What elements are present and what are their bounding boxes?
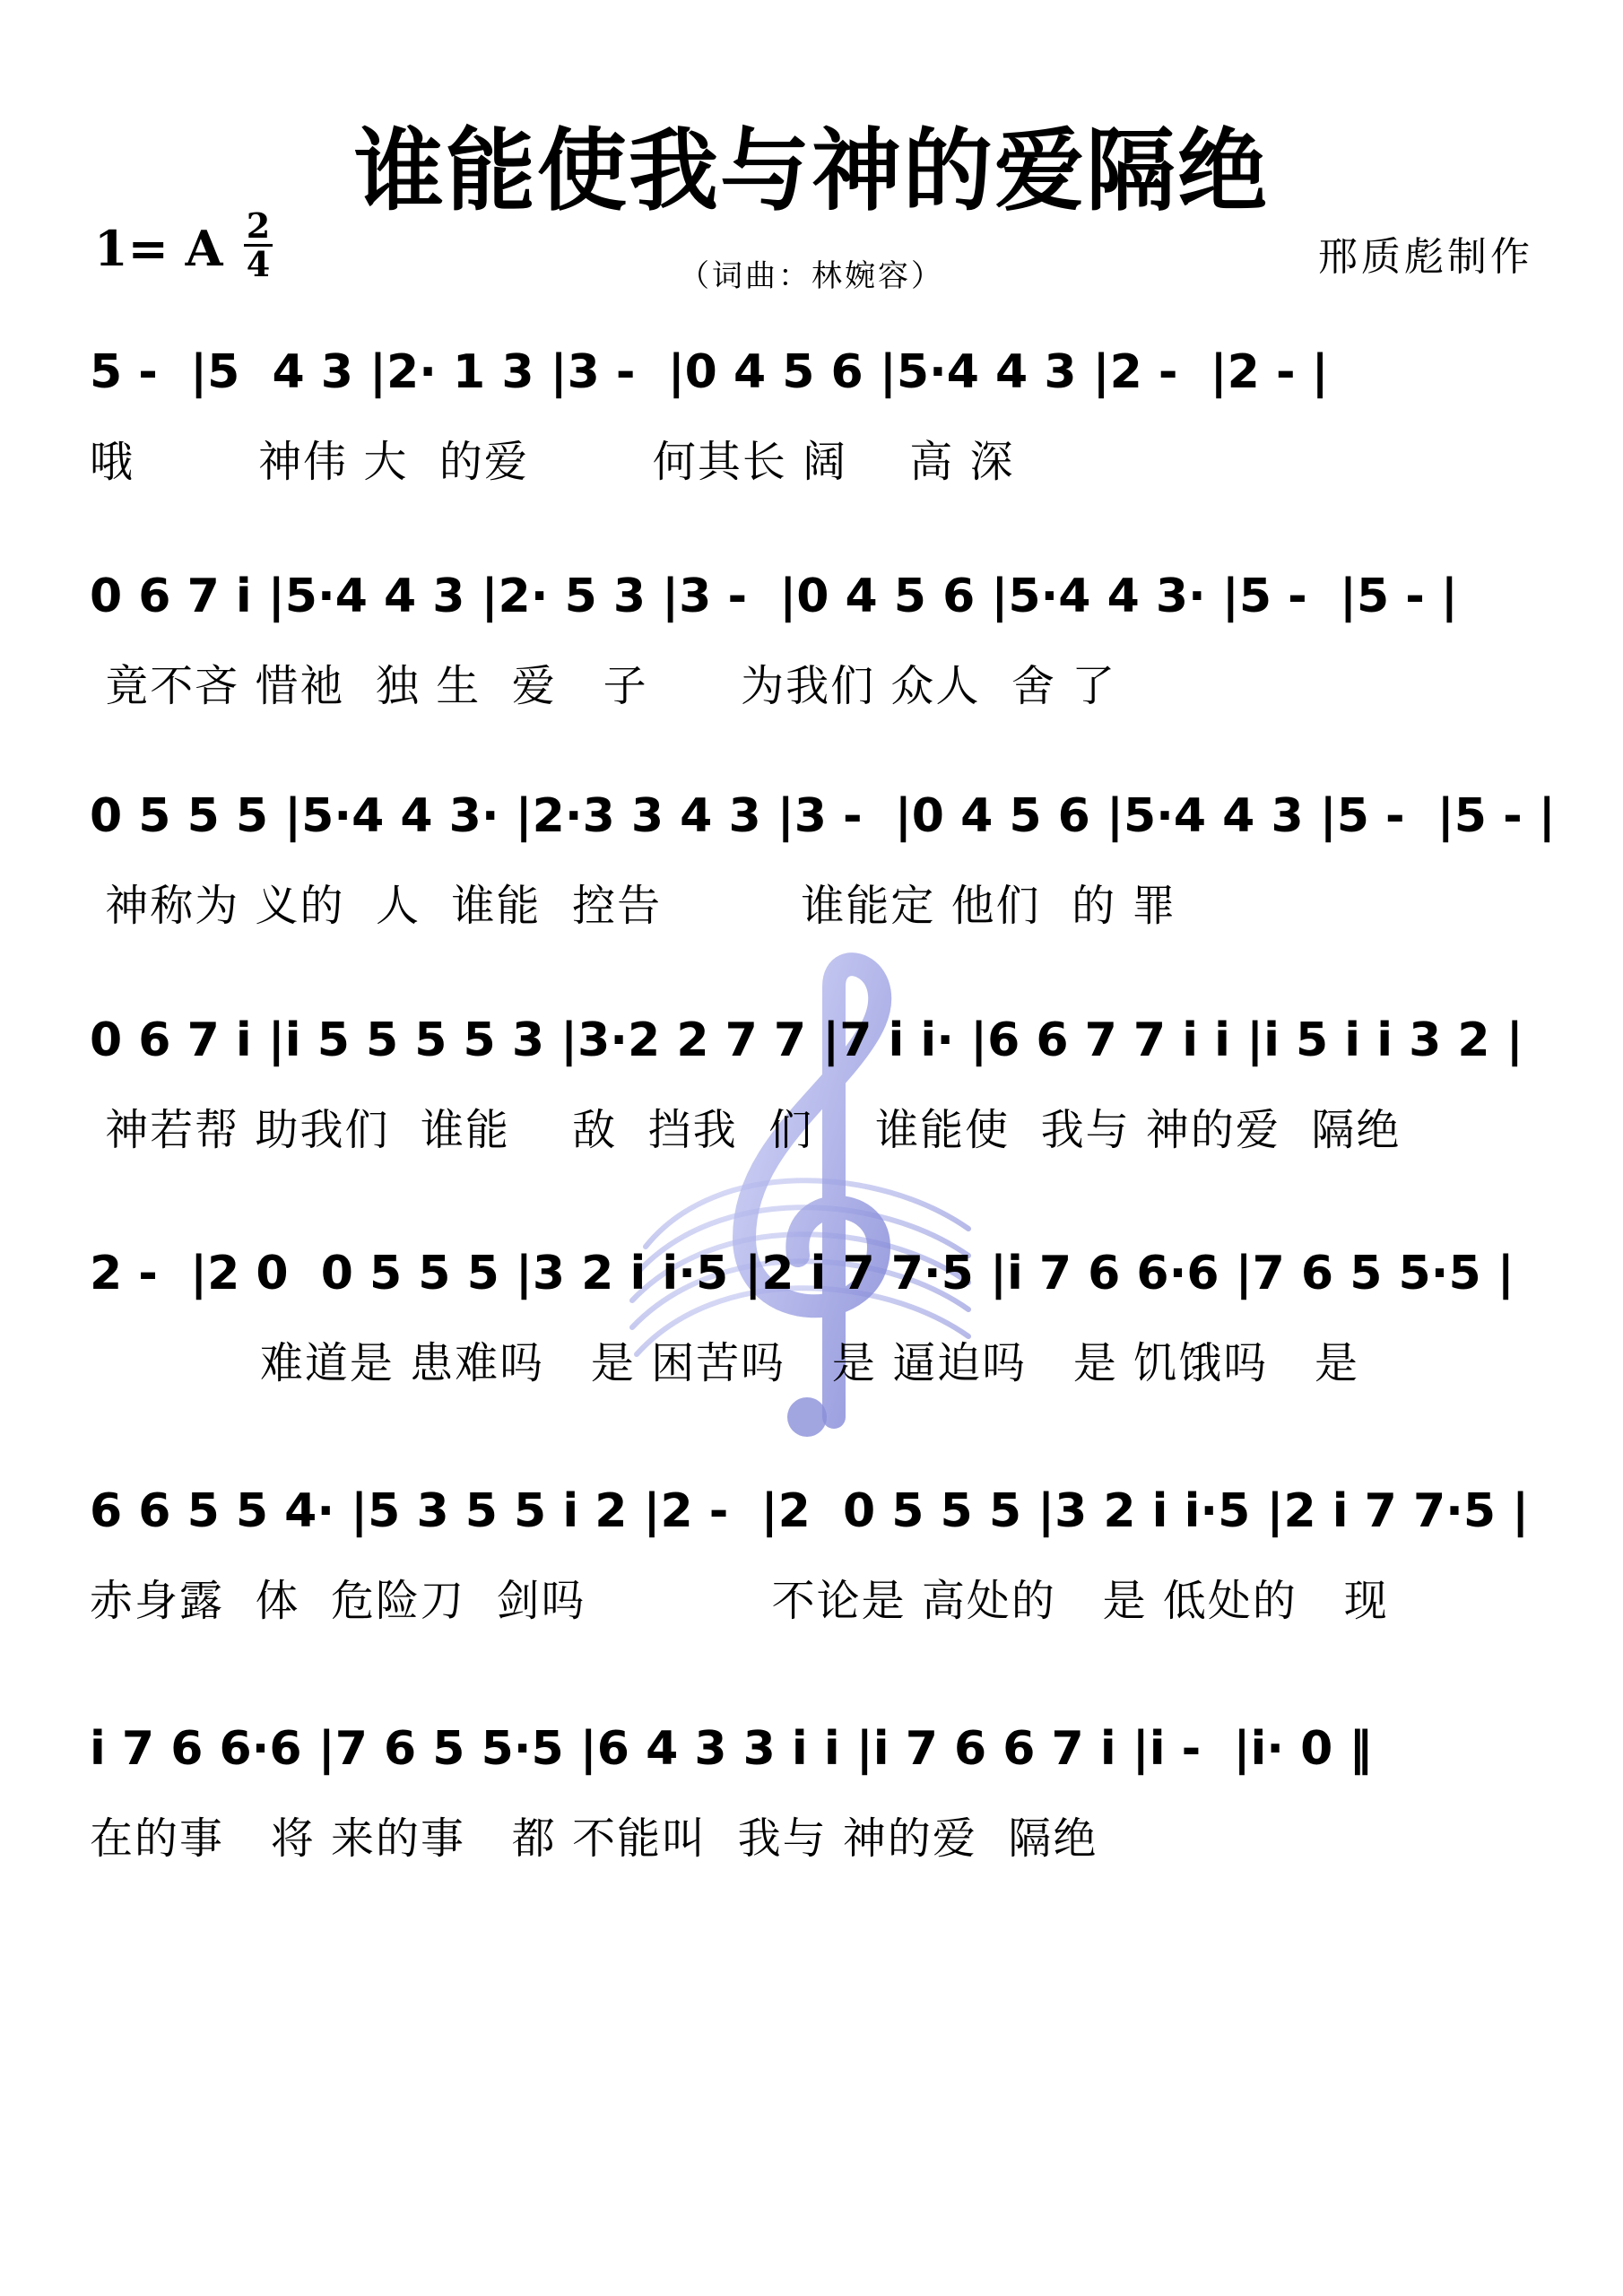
lyric-line: 赤身露 体 危险刀 剑吗 不论是 高处的 是 低处的 现 — [90, 1576, 1389, 1626]
notation-line: 0 6 7 i |i 5 5 5 5 3 |3·2 2 7 7 |7 i i· |6 6 7 7 i i |i 5 i i 3 2 | — [90, 1013, 1523, 1067]
lyric-credit: （词曲：林婉容） — [679, 258, 944, 294]
notation-line: 0 5 5 5 |5·4 4 3· |2·3 3 4 3 |3 - |0 4 5 6 |5·4 4 3 |5 - |5 - | — [90, 789, 1556, 843]
notation-line: 5 - |5 4 3 |2· 1 3 |3 - |0 4 5 6 |5·4 4 3 |2 - |2 - | — [90, 345, 1329, 399]
lyric-line: 在的事 将 来的事 都 不能叫 我与 神的爱 隔绝 — [90, 1813, 1098, 1864]
notation-line: 2 - |2 0 0 5 5 5 |3 2 i i·5 |2 i 7 7·5 |i 7 6 6·6 |7 6 5 5·5 | — [90, 1247, 1515, 1300]
notation-line: 6 6 5 5 4· |5 3 5 5 i 2 |2 - |2 0 5 5 5 |3 2 i i·5 |2 i 7 7·5 | — [90, 1484, 1530, 1538]
notation-line: 0 6 7 i |5·4 4 3 |2· 5 3 |3 - |0 4 5 6 |5·4 4 3· |5 - |5 - | — [90, 570, 1458, 623]
lyric-line: 竟不吝 惜祂 独 生 爱 子 为我们 众人 舍 了 — [90, 661, 1117, 711]
page-title: 谁能使我与神的爱隔绝 — [354, 118, 1269, 223]
lyric-line: 神称为 义的 人 谁能 控告 谁能定 他们 的 罪 — [90, 881, 1177, 931]
notation-line: i 7 6 6·6 |7 6 5 5·5 |6 4 3 3 i i |i 7 6 6 7 i |i - |i· 0 ‖ — [90, 1722, 1373, 1776]
lyric-line: 神若帮 助我们 谁能 敌 挡我 们 谁能使 我与 神的爱 隔绝 — [90, 1105, 1402, 1155]
time-signature-top: 2 — [246, 205, 271, 246]
lyric-line: 哦 神伟 大 的爱 何其长 阔 高 深 — [90, 437, 1015, 487]
time-signature-bottom: 4 — [246, 244, 271, 284]
maker-credit: 邢质彪制作 — [1318, 234, 1533, 280]
key-signature: 1= A — [94, 220, 223, 277]
lyric-line: 难道是 患难吗 是 困苦吗 是 逼迫吗 是 饥饿吗 是 — [90, 1338, 1359, 1388]
